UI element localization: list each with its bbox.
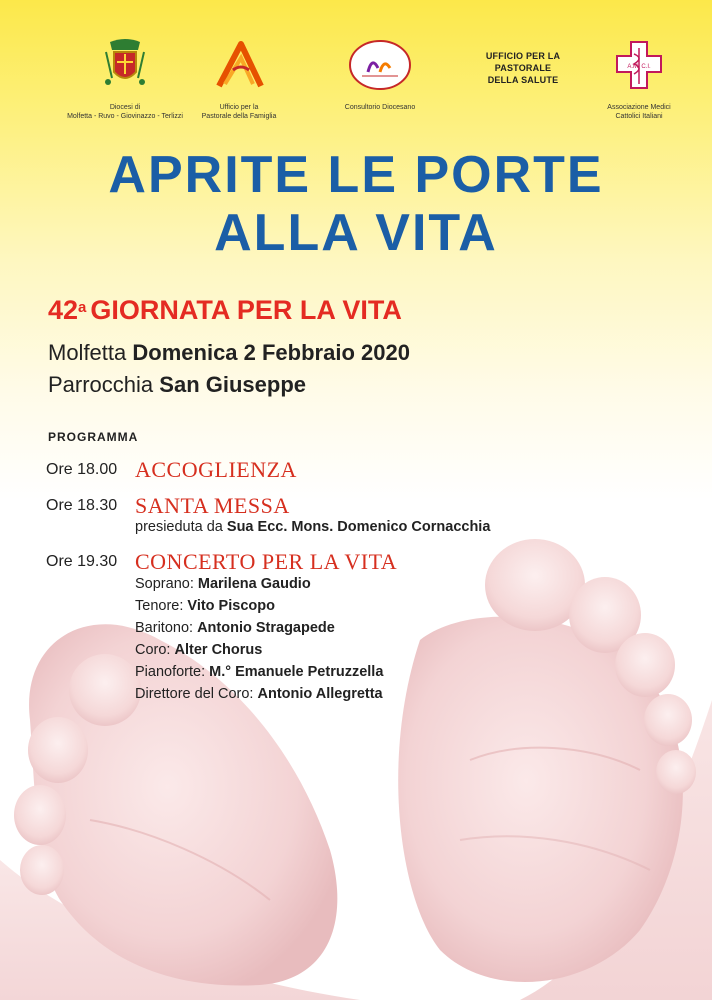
logo-pastorale-salute <box>468 38 578 86</box>
performer-role: Baritono: <box>135 620 198 636</box>
performer-tenore <box>135 596 275 617</box>
amci-mark: A.M. C.I. <box>627 64 651 70</box>
title-line2: ALLA VITA <box>214 204 498 262</box>
detail-value: Sua Ecc. Mons. Domenico Cornacchia <box>226 519 491 535</box>
subtitle <box>48 294 402 326</box>
bishop-coat-of-arms-icon <box>100 38 150 92</box>
logos-row <box>0 38 712 128</box>
consultorio-oval-icon <box>348 38 412 92</box>
amci-caption-line2: Cattolici Italiani <box>615 113 663 120</box>
date-line <box>48 339 410 367</box>
performer-direttore <box>135 684 383 705</box>
subtitle-text: GIORNATA PER LA VITA <box>90 295 402 325</box>
performer-name: Alter Chorus <box>174 642 263 658</box>
item-event-2: SANTA MESSA <box>135 493 290 518</box>
item-event-3: CONCERTO PER LA VITA <box>135 549 398 574</box>
performer-name: Marilena Gaudio <box>197 576 311 592</box>
item-event-1: ACCOGLIENZA <box>135 457 297 482</box>
performer-coro <box>135 640 262 661</box>
logo-pastorale-famiglia <box>194 38 284 121</box>
left-big-toe <box>69 654 141 726</box>
performer-name: Vito Piscopo <box>187 598 275 614</box>
performer-role: Soprano: <box>135 576 198 592</box>
family-triangle-icon <box>211 38 267 92</box>
performer-role: Pianoforte: <box>135 664 210 680</box>
performer-name: M.° Emanuele Petruzzella <box>209 664 384 680</box>
detail-label: presieduta da <box>135 519 227 535</box>
salute-line1: UFFICIO PER LA <box>485 51 561 61</box>
item-detail <box>135 517 490 538</box>
parish-line <box>48 371 306 399</box>
medical-cross-icon <box>613 38 665 92</box>
main-title <box>0 146 712 262</box>
performer-name: Antonio Allegretta <box>257 686 383 702</box>
salute-line3: DELLA SALUTE <box>487 75 559 85</box>
performer-baritono <box>135 618 335 639</box>
performer-role: Tenore: <box>135 598 188 614</box>
item-time-2: Ore 18.30 <box>46 497 118 514</box>
parish-name: San Giuseppe <box>159 372 306 397</box>
famiglia-caption-line1: Ufficio per la <box>219 104 259 111</box>
event-date: Domenica 2 Febbraio 2020 <box>132 340 410 365</box>
logo-diocesi <box>60 38 190 121</box>
subtitle-ordinal: a <box>78 299 87 316</box>
performer-name: Antonio Stragapede <box>197 620 335 636</box>
performer-role: Direttore del Coro: <box>135 686 258 702</box>
subtitle-number: 42 <box>48 295 79 325</box>
programma-heading: PROGRAMMA <box>48 430 139 444</box>
item-time-1: Ore 18.00 <box>46 461 118 478</box>
diocesi-caption-line1: Diocesi di <box>109 104 141 111</box>
city: Molfetta <box>48 340 127 365</box>
parish-label: Parrocchia <box>48 372 154 397</box>
amci-caption-line1: Associazione Medici <box>607 104 671 111</box>
logo-consultorio <box>330 38 430 112</box>
famiglia-caption-line2: Pastorale della Famiglia <box>201 113 277 120</box>
item-time-3: Ore 19.30 <box>46 553 118 570</box>
performer-soprano <box>135 574 311 595</box>
performer-role: Coro: <box>135 642 175 658</box>
logo-amci <box>594 38 684 121</box>
title-line1: APRITE LE PORTE <box>108 146 604 204</box>
diocesi-caption-line2: Molfetta - Ruvo - Giovinazzo - Terlizzi <box>67 113 183 120</box>
performer-pianoforte <box>135 662 383 683</box>
salute-line2: PASTORALE <box>494 63 552 73</box>
consultorio-caption: Consultorio Diocesano <box>344 104 416 111</box>
